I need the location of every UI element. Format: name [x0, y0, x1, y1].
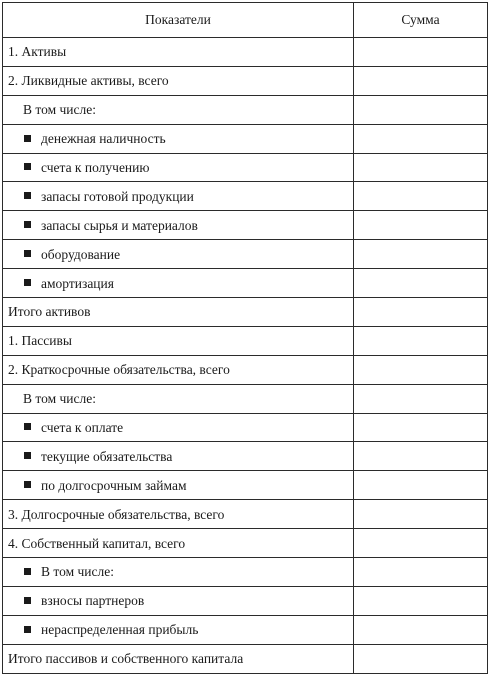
row-amount-cell — [354, 298, 488, 327]
row-label: 1. Пассивы — [8, 333, 72, 349]
row-label-cell — [3, 586, 354, 615]
table-row — [3, 384, 488, 413]
table-row — [3, 298, 488, 327]
row-label-cell — [3, 66, 354, 95]
row-label-cell — [3, 500, 354, 529]
row-label: Итого активов — [8, 304, 91, 320]
square-bullet-icon — [24, 568, 31, 575]
row-label-cell — [3, 211, 354, 240]
row-amount-cell — [354, 153, 488, 182]
row-label: 2. Ликвидные активы, всего — [8, 73, 169, 89]
row-amount-cell — [354, 471, 488, 500]
square-bullet-icon — [24, 481, 31, 488]
header-row — [3, 3, 488, 38]
row-amount-cell — [354, 558, 488, 587]
table-row — [3, 38, 488, 67]
square-bullet-icon — [24, 597, 31, 604]
table-row — [3, 182, 488, 211]
square-bullet-icon — [24, 221, 31, 228]
row-label: текущие обязательства — [41, 448, 173, 464]
header-indicators: Показатели — [3, 3, 354, 38]
balance-table — [2, 2, 488, 674]
row-label: оборудование — [41, 246, 121, 262]
row-amount-cell — [354, 442, 488, 471]
row-label: взносы партнеров — [41, 593, 145, 609]
row-label: запасы сырья и материалов — [41, 217, 198, 233]
row-label-cell — [3, 615, 354, 644]
row-amount-cell — [354, 413, 488, 442]
row-amount-cell — [354, 355, 488, 384]
table-row — [3, 66, 488, 95]
table-row — [3, 644, 488, 673]
row-amount-cell — [354, 529, 488, 558]
table-row — [3, 240, 488, 269]
row-amount-cell — [354, 326, 488, 355]
table-row — [3, 153, 488, 182]
table-header — [3, 3, 488, 38]
table-row — [3, 355, 488, 384]
row-amount-cell — [354, 269, 488, 298]
table-row — [3, 529, 488, 558]
table-row — [3, 615, 488, 644]
row-label-cell — [3, 124, 354, 153]
row-label: амортизация — [41, 275, 114, 291]
row-label: запасы готовой продукции — [41, 188, 194, 204]
table-row — [3, 500, 488, 529]
row-label: В том числе: — [41, 564, 114, 580]
square-bullet-icon — [24, 250, 31, 257]
table-row — [3, 558, 488, 587]
table-row — [3, 586, 488, 615]
row-label-cell — [3, 95, 354, 124]
row-label-cell — [3, 182, 354, 211]
row-label-cell — [3, 240, 354, 269]
row-label: В том числе: — [23, 391, 96, 407]
square-bullet-icon — [24, 626, 31, 633]
square-bullet-icon — [24, 423, 31, 430]
table-row — [3, 269, 488, 298]
row-label: 3. Долгосрочные обязательства, всего — [8, 506, 225, 522]
row-amount-cell — [354, 644, 488, 673]
row-amount-cell — [354, 500, 488, 529]
table-row — [3, 413, 488, 442]
row-label-cell — [3, 529, 354, 558]
row-label-cell — [3, 384, 354, 413]
table-row — [3, 471, 488, 500]
row-label-cell — [3, 326, 354, 355]
table-row — [3, 124, 488, 153]
square-bullet-icon — [24, 163, 31, 170]
row-label: В том числе: — [23, 102, 96, 118]
row-label: нераспределенная прибыль — [41, 622, 199, 638]
row-label-cell — [3, 153, 354, 182]
row-label-cell — [3, 355, 354, 384]
row-amount-cell — [354, 38, 488, 67]
row-label: 1. Активы — [8, 44, 67, 60]
row-label-cell — [3, 471, 354, 500]
square-bullet-icon — [24, 279, 31, 286]
row-label: по долгосрочным займам — [41, 477, 187, 493]
header-amount: Сумма — [354, 3, 488, 38]
row-label-cell — [3, 442, 354, 471]
row-label: 2. Краткосрочные обязательства, всего — [8, 362, 230, 378]
row-label-cell — [3, 269, 354, 298]
row-label: 4. Собственный капитал, всего — [8, 535, 186, 551]
table-row — [3, 326, 488, 355]
row-amount-cell — [354, 182, 488, 211]
table-row — [3, 211, 488, 240]
row-label-cell — [3, 38, 354, 67]
row-label-cell — [3, 413, 354, 442]
row-label-cell — [3, 644, 354, 673]
row-amount-cell — [354, 124, 488, 153]
square-bullet-icon — [24, 192, 31, 199]
row-label: Итого пассивов и собственного капитала — [8, 651, 244, 667]
row-label: счета к получению — [41, 159, 150, 175]
row-label: счета к оплате — [41, 419, 124, 435]
row-amount-cell — [354, 615, 488, 644]
table-row — [3, 95, 488, 124]
row-amount-cell — [354, 586, 488, 615]
row-amount-cell — [354, 66, 488, 95]
table-body — [3, 38, 488, 674]
row-label: денежная наличность — [41, 131, 166, 147]
row-amount-cell — [354, 211, 488, 240]
square-bullet-icon — [24, 135, 31, 142]
row-label-cell — [3, 558, 354, 587]
table-row — [3, 442, 488, 471]
row-amount-cell — [354, 384, 488, 413]
row-amount-cell — [354, 240, 488, 269]
row-label-cell — [3, 298, 354, 327]
row-amount-cell — [354, 95, 488, 124]
square-bullet-icon — [24, 452, 31, 459]
